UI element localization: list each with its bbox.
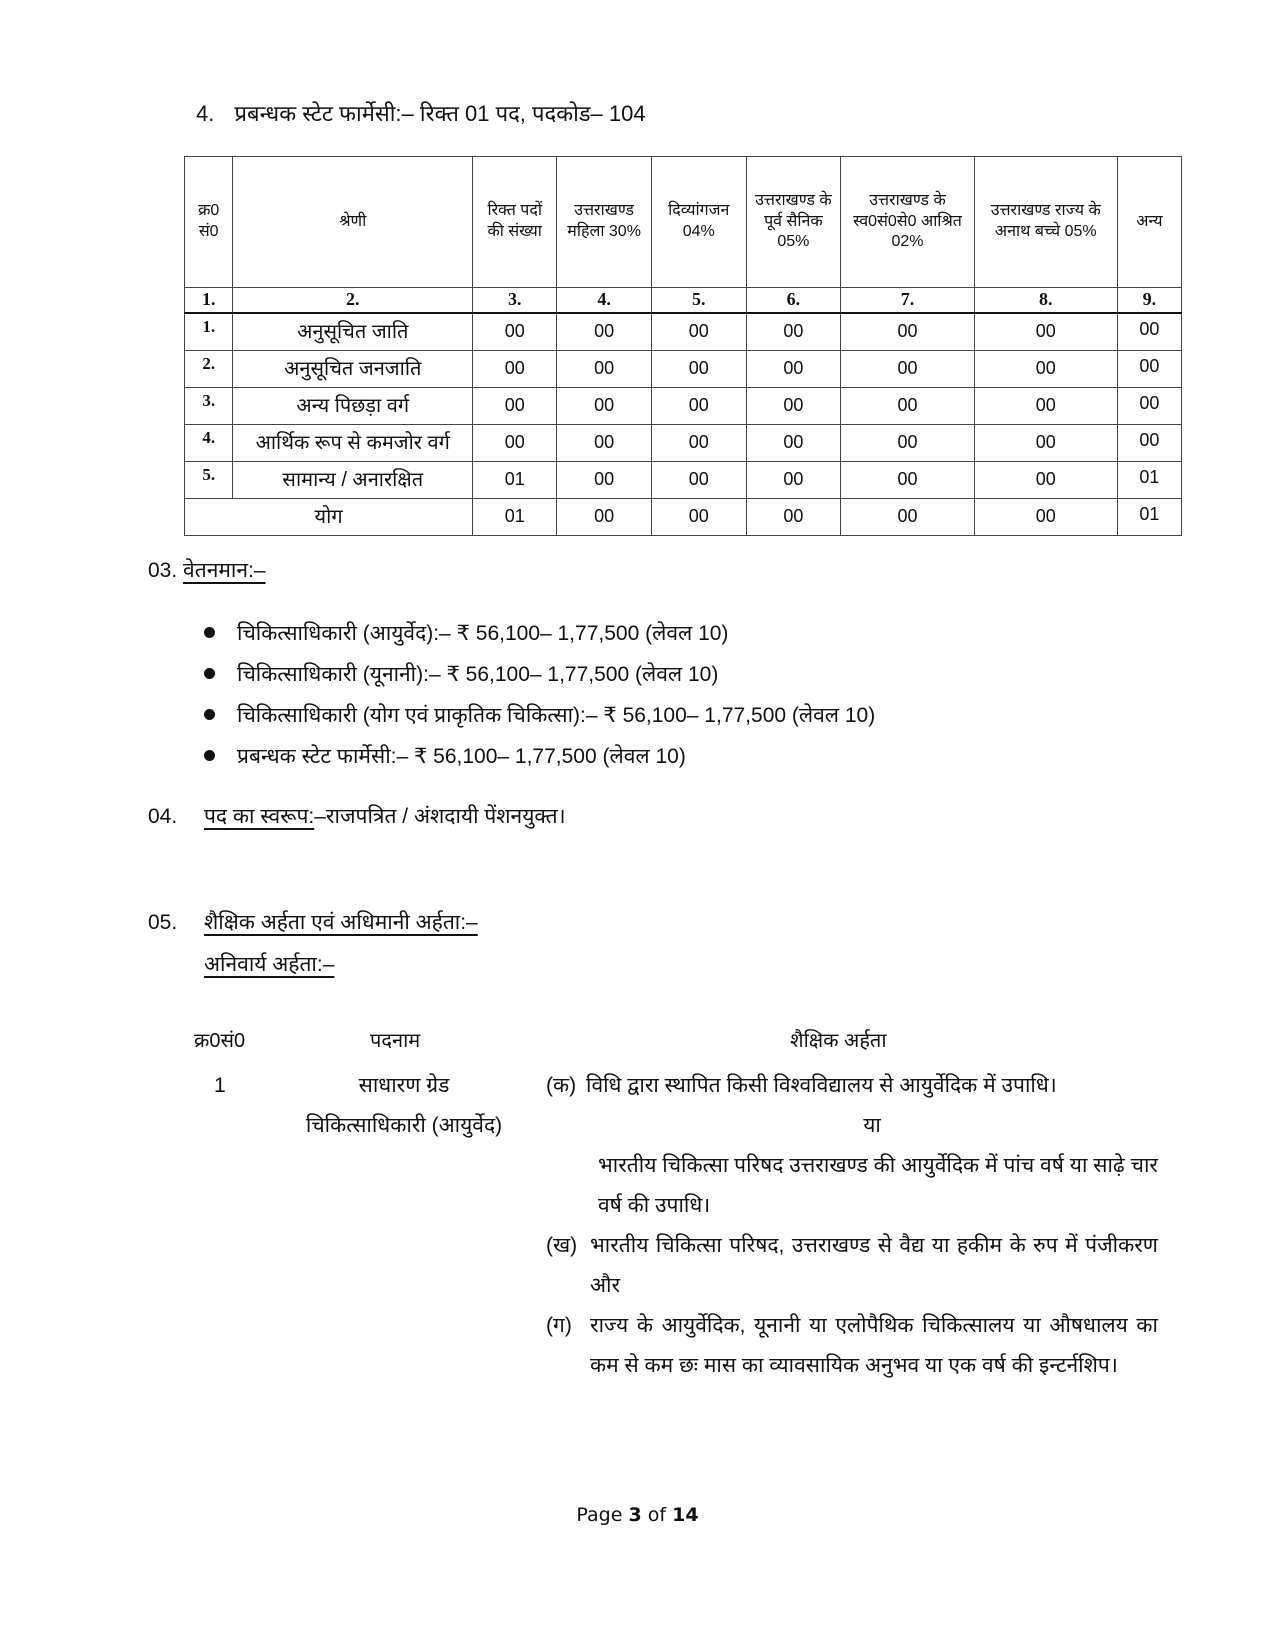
entry-post [286,1066,522,1146]
item-marker: (क) [546,1074,577,1097]
cell-value: 00 [1117,351,1181,388]
total-value: 01 [1117,499,1181,536]
item-marker: (ख) [546,1234,578,1257]
column-number: 5. [651,288,746,314]
column-serial: क्र0सं0 [194,1030,246,1052]
row-serial: 1. [185,313,233,351]
header-cell: उत्तराखण्ड के स्व0सं0से0 आश्रित 02% [841,157,975,288]
list-item [204,653,875,694]
column-number: 1. [185,288,233,314]
total-label: योग [185,499,473,536]
table-row [185,388,1182,425]
post-nature-text: –राजपत्रित / अंशदायी पेंशनयुक्त। [314,805,566,828]
column-number: 4. [557,288,652,314]
section-number: 05. [148,911,178,934]
item-text: भारतीय चिकित्सा परिषद, उत्तराखण्ड से वैद्य या हकीम के रुप में पंजीकरण और [590,1234,1158,1297]
cell-value: 00 [557,462,652,499]
total-value: 00 [841,499,975,536]
item-marker: (ग) [546,1314,572,1337]
cell-value: 00 [746,462,841,499]
cell-value: 00 [974,313,1117,351]
cell-value: 00 [746,425,841,462]
cell-value: 00 [1117,425,1181,462]
table-header-row [185,157,1182,288]
qualification-subheading [204,950,334,978]
table-row [185,425,1182,462]
page-footer [0,1504,1275,1526]
section-heading: शैक्षिक अर्हता एवं अधिमानी अर्हता:– [204,911,478,934]
reservation-table [184,156,1182,536]
section-title-text: प्रबन्धक स्टेट फार्मेसी:– रिक्त 01 पद, पदकोड– 104 [234,101,646,126]
table-row [185,462,1182,499]
pay-scale-heading [148,556,266,584]
cell-value: 00 [1117,313,1181,351]
header-cell: उत्तराखण्ड के पूर्व सैनिक 05% [746,157,841,288]
row-category: अनुसूचित जाति [233,313,473,351]
row-category: अनुसूचित जनजाति [233,351,473,388]
total-value: 00 [557,499,652,536]
header-cell: श्रेणी [233,157,473,288]
cell-value: 00 [841,313,975,351]
header-cell: दिव्यांगजन 04% [651,157,746,288]
cell-value: 00 [473,388,557,425]
cell-value: 00 [557,388,652,425]
total-value: 01 [473,499,557,536]
post-line: चिकित्साधिकारी (आयुर्वेद) [305,1114,503,1137]
total-value: 00 [746,499,841,536]
cell-value: 00 [557,351,652,388]
qualification-heading [148,908,478,936]
row-category: अन्य पिछड़ा वर्ग [233,388,473,425]
cell-value: 00 [746,388,841,425]
column-post: पदनाम [370,1030,421,1052]
section-heading: वेतनमान:– [183,559,266,582]
bullet-icon [204,627,215,638]
cell-value: 00 [651,425,746,462]
cell-value: 00 [974,462,1117,499]
table-total-row [185,499,1182,536]
subheading-text: अनिवार्य अर्हता:– [204,953,335,976]
bullet-icon [204,668,215,679]
header-cell: अन्य [1117,157,1181,288]
table-row [185,313,1182,351]
header-cell: रिक्त पदों की संख्या [473,157,557,288]
row-serial: 2. [185,351,233,388]
list-item [204,612,875,653]
row-category: सामान्य / अनारक्षित [233,462,473,499]
item-text: राज्य के आयुर्वेदिक, यूनानी या एलोपैथिक चिकित्सालय या औषधालय का कम से कम छः मास का व्यावसायिक अनुभव या एक वर्ष की इन्टर्नशिप। [590,1314,1158,1377]
row-serial: 4. [185,425,233,462]
cell-value: 01 [1117,462,1181,499]
list-item-text: चिकित्साधिकारी (आयुर्वेद):– ₹ 56,100– 1,77,500 (लेवल 10) [237,621,729,645]
column-number-row [185,288,1182,314]
cell-value: 01 [473,462,557,499]
bullet-icon [204,709,215,720]
header-cell: क्र0 सं0 [185,157,233,288]
cell-value: 00 [841,388,975,425]
or-text: या [863,1114,881,1137]
cell-value: 00 [557,425,652,462]
column-number: 8. [974,288,1117,314]
section-number: 03. [148,559,178,582]
item-text: विधि द्वारा स्थापित किसी विश्वविद्यालय से आयुर्वेदिक में उपाधि। [586,1074,1057,1097]
cell-value: 00 [974,388,1117,425]
cell-value: 00 [746,351,841,388]
cell-value: 00 [1117,388,1181,425]
bullet-icon [204,750,215,761]
cell-value: 00 [473,313,557,351]
section-4-title [196,98,646,128]
cell-value: 00 [841,425,975,462]
list-item-text: चिकित्साधिकारी (योग एवं प्राकृतिक चिकित्सा):– ₹ 56,100– 1,77,500 (लेवल 10) [237,703,876,727]
row-serial: 5. [185,462,233,499]
qualification-item [546,1066,1158,1106]
row-serial: 3. [185,388,233,425]
of-word: of [647,1504,667,1526]
total-value: 00 [651,499,746,536]
cell-value: 00 [974,351,1117,388]
post-line: साधारण ग्रेड [358,1074,450,1097]
list-item-text: चिकित्साधिकारी (यूनानी):– ₹ 56,100– 1,77,500 (लेवल 10) [237,662,719,686]
cell-value: 00 [746,313,841,351]
post-nature [148,802,566,830]
header-cell: उत्तराखण्ड महिला 30% [557,157,652,288]
column-number: 6. [746,288,841,314]
page-word: Page [576,1504,623,1526]
column-number: 2. [233,288,473,314]
qualification-list [546,1066,1158,1386]
cell-value: 00 [651,462,746,499]
column-qualification: शैक्षिक अर्हता [790,1030,887,1052]
total-value: 00 [974,499,1117,536]
cell-value: 00 [974,425,1117,462]
cell-value: 00 [841,351,975,388]
cell-value: 00 [557,313,652,351]
qualification-item: भारतीय चिकित्सा परिषद उत्तराखण्ड की आयुर्वेदिक में पांच वर्ष या साढ़े चार वर्ष की उपाधि। [598,1154,1158,1217]
cell-value: 00 [651,351,746,388]
table-row [185,351,1182,388]
section-heading: पद का स्वरूप: [204,805,315,828]
cell-value: 00 [473,425,557,462]
list-item [204,735,875,776]
row-category: आर्थिक रूप से कमजोर वर्ग [233,425,473,462]
list-item-text: प्रबन्धक स्टेट फार्मेसी:– ₹ 56,100– 1,77,500 (लेवल 10) [237,744,686,768]
qualification-item [546,1226,1158,1306]
total-pages: 14 [672,1504,699,1526]
pay-scale-list [204,612,875,776]
column-number: 9. [1117,288,1181,314]
column-number: 3. [473,288,557,314]
section-number: 4. [196,101,215,126]
qualification-item [546,1306,1158,1386]
cell-value: 00 [651,313,746,351]
cell-value: 00 [473,351,557,388]
entry-serial: 1 [214,1074,226,1097]
header-cell: उत्तराखण्ड राज्य के अनाथ बच्चे 05% [974,157,1117,288]
cell-value: 00 [651,388,746,425]
list-item [204,694,875,735]
column-number: 7. [841,288,975,314]
cell-value: 00 [841,462,975,499]
current-page: 3 [628,1504,642,1526]
section-number: 04. [148,805,178,828]
